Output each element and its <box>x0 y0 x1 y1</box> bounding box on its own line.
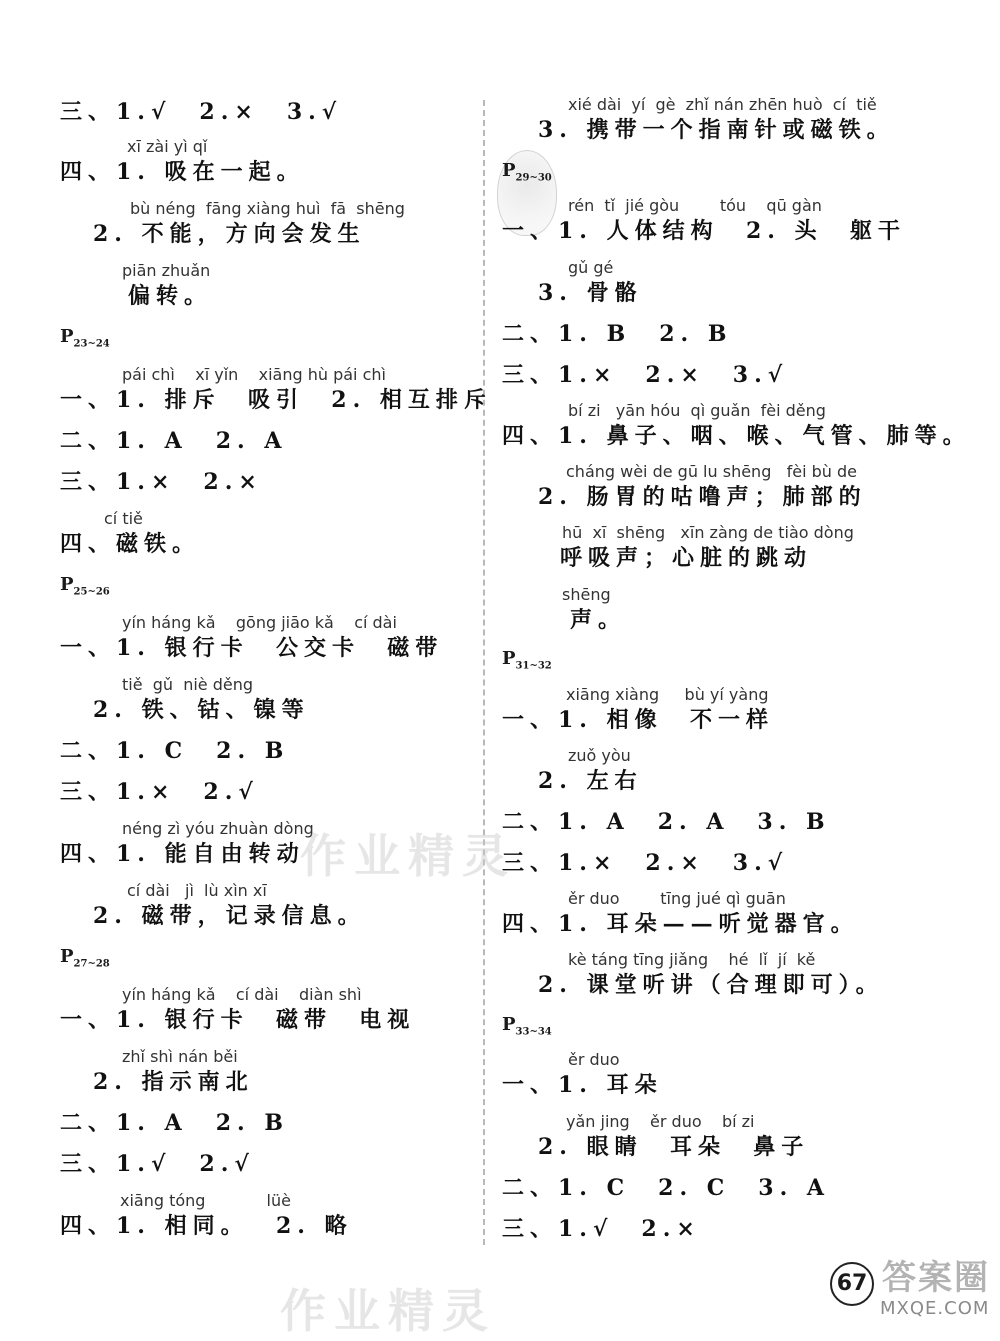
page-ref: $P_{29\sim 30}$ <box>502 160 552 184</box>
answer-line: 四、1. 相同。 2. 略 <box>60 1213 353 1239</box>
answer-line: 2. 肠胃的咕噜声；肺部的 <box>538 484 867 510</box>
site-logo-text: 答案圈 <box>882 1258 990 1298</box>
answer-line: 二、1. A 2. A <box>60 428 288 454</box>
page-ref: $P_{25\sim 26}$ <box>60 574 110 598</box>
pinyin-line: bù néng fāng xiàng huì fā shēng <box>130 199 405 218</box>
answer-line: 四、1. 鼻子、咽、喉、气管、肺等。 <box>502 423 971 449</box>
pinyin-line: bí zi yān hóu qì guǎn fèi děng <box>568 401 826 420</box>
answer-line: 一、1. 耳朵 <box>502 1072 663 1098</box>
pinyin-line: xiāng tóng lüè <box>120 1191 291 1210</box>
pinyin-line: shēng <box>562 585 611 604</box>
pinyin-line: hū xī shēng xīn zàng de tiào dòng <box>562 523 854 542</box>
answer-line: 3. 携带一个指南针或磁铁。 <box>538 117 895 143</box>
watermark-text: 作业精灵 <box>280 1284 496 1338</box>
answer-line: 四、1. 吸在一起。 <box>60 159 305 185</box>
pinyin-line: yín háng kǎ gōng jiāo kǎ cí dài <box>122 613 397 632</box>
pinyin-line: yín háng kǎ cí dài diàn shì <box>122 985 362 1004</box>
answer-line: 四、1. 能自由转动 <box>60 841 305 867</box>
pinyin-line: pái chì xī yǐn xiāng hù pái chì <box>122 365 386 384</box>
pinyin-line: gǔ gé <box>568 258 614 277</box>
answer-line: 一、1. 相像 不一样 <box>502 707 774 733</box>
answer-line: 一、1. 人体结构 2. 头 躯干 <box>502 218 906 244</box>
answer-line: 声。 <box>570 607 627 633</box>
pinyin-line: xiāng xiàng bù yí yàng <box>566 685 769 704</box>
answer-line: 三、1.√ 2.√ <box>60 1151 255 1177</box>
answer-line: 二、1. A 2. A 3. B <box>502 809 831 835</box>
answer-line: 三、1.× 2.× 3.√ <box>502 850 789 876</box>
answer-line: 二、1. B 2. B <box>502 321 733 347</box>
page-number: 67 <box>830 1262 874 1306</box>
pinyin-line: cí dài jì lù xìn xī <box>127 881 267 900</box>
pinyin-line: zuǒ yòu <box>568 746 631 765</box>
answer-line: 2. 磁带，记录信息。 <box>93 903 366 929</box>
site-logo <box>880 1250 1000 1330</box>
answer-line: 二、1. C 2. B <box>60 738 290 764</box>
answer-line: 2. 眼睛 耳朵 鼻子 <box>538 1134 810 1160</box>
answer-line: 三、1.× 2.√ <box>60 779 259 805</box>
pinyin-line: cí tiě <box>104 509 143 528</box>
pinyin-line: ěr duo <box>568 1050 620 1069</box>
page-ref: $P_{31\sim 32}$ <box>502 648 552 672</box>
answer-line: 2. 不能，方向会发生 <box>93 221 366 247</box>
answer-line: 2. 铁、钴、镍等 <box>93 697 310 723</box>
answer-line: 四、1. 耳朵——听觉器官。 <box>502 911 859 937</box>
answer-line: 二、1. A 2. B <box>60 1110 289 1136</box>
page-ref: $P_{27\sim 28}$ <box>60 946 110 970</box>
answer-line: 2. 课堂听讲（合理即可）。 <box>538 972 884 998</box>
site-url: MXQE.COM <box>880 1298 990 1319</box>
pinyin-line: ěr duo tīng jué qì guān <box>568 889 786 908</box>
pinyin-line: cháng wèi de gū lu shēng fèi bù de <box>566 462 857 481</box>
watermark-text: 作业精灵 <box>300 829 516 883</box>
pinyin-line: rén tǐ jié gòu tóu qū gàn <box>568 196 822 215</box>
page-ref: $P_{23\sim 24}$ <box>60 326 110 350</box>
answer-line: 二、1. C 2. C 3. A <box>502 1175 830 1201</box>
pinyin-line: xié dài yí gè zhǐ nán zhēn huò cí tiě <box>568 95 877 114</box>
answer-line: 四、磁铁。 <box>60 531 201 557</box>
answer-line: 三、1.× 2.× 3.√ <box>502 362 789 388</box>
answer-line: 三、1.√ 2.× 3.√ <box>60 99 343 125</box>
answer-line: 2. 左右 <box>538 768 643 794</box>
answer-line: 偏转。 <box>128 283 213 309</box>
pinyin-line: zhǐ shì nán běi <box>122 1047 238 1066</box>
answer-line: 一、1. 银行卡 磁带 电视 <box>60 1007 416 1033</box>
answer-line: 三、1.√ 2.× <box>502 1216 701 1242</box>
answer-line: 呼吸声；心脏的跳动 <box>560 545 813 571</box>
page-ref: $P_{33\sim 34}$ <box>502 1014 552 1038</box>
answer-line: 一、1. 排斥 吸引 2. 相互排斥 <box>60 387 492 413</box>
pinyin-line: kè táng tīng jiǎng hé lǐ jí kě <box>568 950 816 969</box>
answer-line: 2. 指示南北 <box>93 1069 254 1095</box>
column-divider <box>483 100 485 1245</box>
answer-line: 一、1. 银行卡 公交卡 磁带 <box>60 635 444 661</box>
pinyin-line: tiě gǔ niè děng <box>122 675 254 694</box>
answer-line: 三、1.× 2.× <box>60 469 263 495</box>
pinyin-line: néng zì yóu zhuàn dòng <box>122 819 314 838</box>
pinyin-line: yǎn jing ěr duo bí zi <box>566 1112 755 1131</box>
pinyin-line: xī zài yì qǐ <box>127 137 208 156</box>
pinyin-line: piān zhuǎn <box>122 261 211 280</box>
answer-line: 3. 骨骼 <box>538 280 643 306</box>
